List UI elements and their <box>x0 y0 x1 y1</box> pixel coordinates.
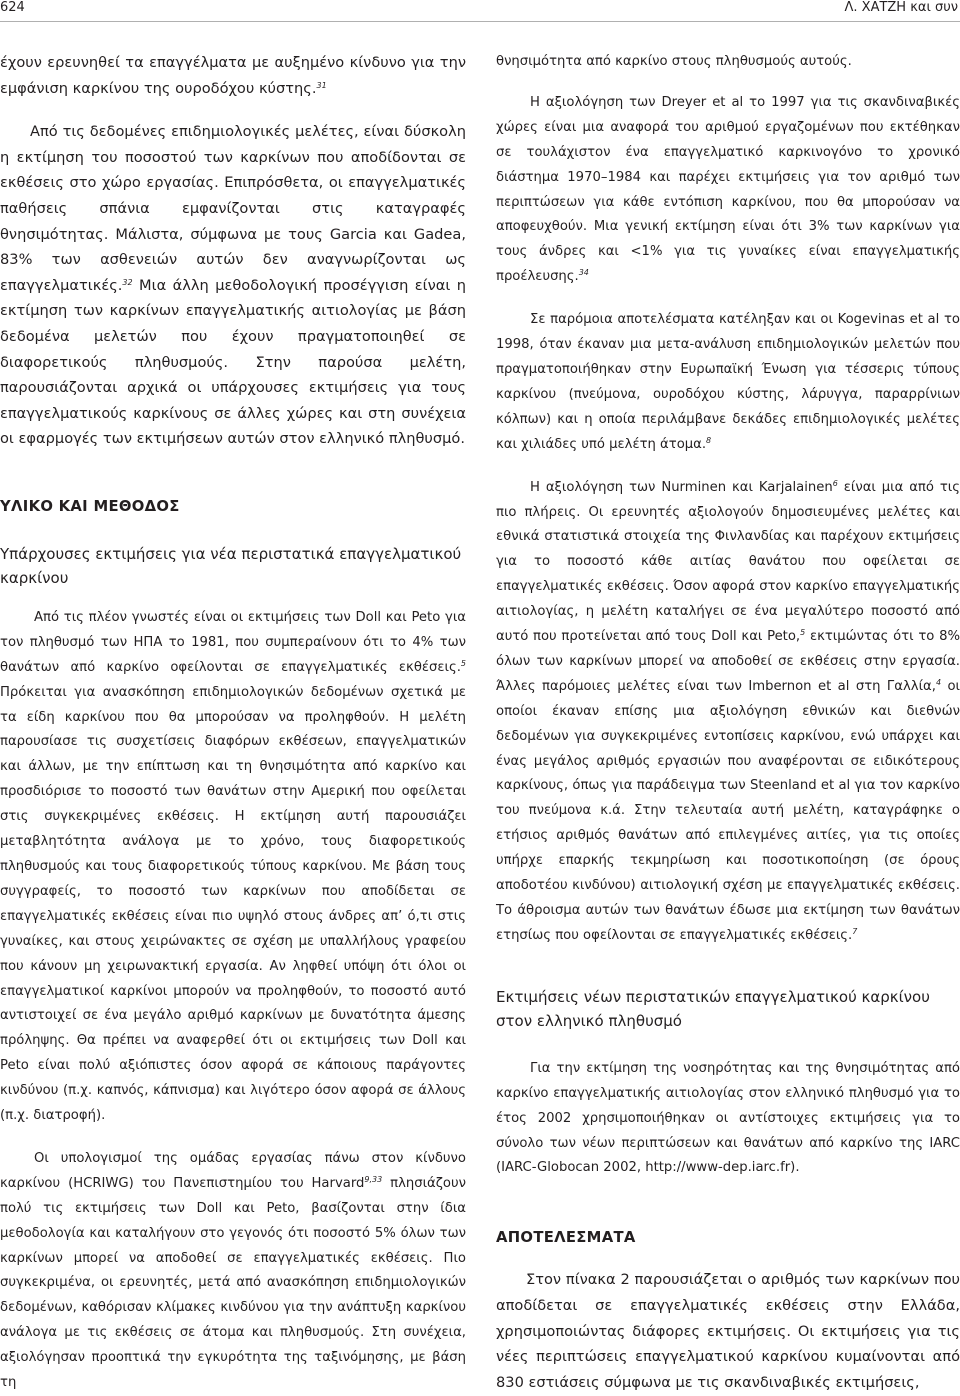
paragraph-estimation-difficulty: Από τις δεδομένες επιδημιολογικές μελέτες, είναι δύσκολη η εκτίμηση του ποσοστού των καρκίνων που αποδίδονται σε εκθέσεις στο χώρο εργασίας. Επιπρόσθετα, οι επαγγελματικές παθήσεις σπάνια εμφανίζονται στις καταγραφές θνησιμότητας. Μάλιστα, σύμφωνα με τους Garcia και Gadea, 83% των ασθενειών αυτών δεν αναγνωρίζονται ως επαγγελματικές.$^{32}$ Μια άλλη μεθοδολογική προσέγγιση είναι η εκτίμηση των καρκίνων επαγγελματικής αιτιολογίας με βάση δεδομένα μελετών που έχουν πραγματοποιηθεί σε διαφορετικούς πληθυσμούς. Στην παρούσα μελέτη, παρουσιάζονται αρχικά οι υπάρχουσες εκτιμήσεις για τους επαγγελματικούς καρκίνους σε άλλες χώρες και στη συνέχεια οι εφαρμογές των εκτιμήσεων αυτών στον ελληνικό πληθυσμό. <box>0 123 466 448</box>
citation-ref: 32 <box>122 277 133 287</box>
page-header <box>0 0 960 22</box>
citation-ref: 7 <box>852 926 858 936</box>
running-head: Λ. ΧΑΤΖΗ και συν <box>844 0 958 15</box>
right-column <box>496 50 960 1395</box>
citation-ref: 5 <box>800 628 806 638</box>
subsection-title-existing-estimates: Υπάρχουσες εκτιμήσεις για νέα περιστατικά επαγγελματικού καρκίνου <box>0 544 462 587</box>
section-title-results: ΑΠΟΤΕΛΕΣΜΑΤΑ <box>496 1229 636 1247</box>
citation-ref: 8 <box>706 435 712 445</box>
citation-ref: 6 <box>832 478 838 488</box>
paragraph-kogevinas: Σε παρόμοια αποτελέσματα κατέληξαν και οι Kogevinas et al το 1998, όταν έκαναν μια μετα-ανάλυση επιδημιολογικών μελετών που πραγματοποιήθηκαν στην Ευρωπαϊκή Ένωση για τέσσερις τύπους καρκίνου (πνεύμονα, ουροδόχου κύστης, λάρυγγα, παραρρίνιων κόλπων) και η οποία περιλάμβανε δεκάδες επιδημιολογικές μελέτες και χιλιάδες υπό μελέτη άτομα.$^8$ <box>496 312 960 452</box>
paragraph-mortality-continuation: θνησιμότητα από καρκίνο στους πληθυσμούς αυτούς. <box>496 54 852 69</box>
paragraph-dreyer: Η αξιολόγηση των Dreyer et al το 1997 για τις σκανδιναβικές χώρες είναι μια αναφορά του αριθμού εργαζομένων που εκτέθηκαν σε τουλάχιστον ένα επαγγελματικό καρκινογόνο το χρονικό διάστημα 1970–1984 και παρέχει εκτιμήσεις για τον αριθμό των περιπτώσεων για κάθε εντόπιση καρκίνου, που θα μπορούσαν να αποφευχθούν. Μια γενική εκτίμηση είναι ότι 3% των καρκίνων για τους άνδρες και <1% για τις γυναίκες είναι επαγγελματικής προέλευσης.$^{34}$ <box>496 94 960 285</box>
citation-ref: 4 <box>935 677 942 687</box>
paragraph-doll-peto: Από τις πλέον γνωστές είναι οι εκτιμήσεις των Doll και Peto για τον πληθυσμό των ΗΠΑ το 1981, που συμπεραίνουν ότι το 4% των θανάτων από καρκίνο οφείλονται σε επαγγελματικές εκθέσεις.$^5$ Πρόκειται για ανασκόπηση επιδημιολογικών δεδομένων σχετικά με τα είδη καρκίνου που θα μπορούσαν να προληφθούν. Η μελέτη παρουσίασε τις συσχετίσεις διαφόρων εκθέσεων, επαγγελματικών και άλλων, με την επίπτωση και τη θνησιμότητα από καρκίνο και προσδιόρισε το ποσοστό των θανάτων στην Αμερική που οφείλεται στις συγκεκριμένες εκθέσεις. Η εκτίμηση αυτή παρουσιάζει μεταβλητότητα ανάλογα με το χρόνο, τους διαφορετικούς πληθυσμούς και τους διαφορετικούς τύπους καρκίνου. Με βάση τους συγγραφείς, το ποσοστό των καρκίνων που αποδίδεται σε επαγγελματικές εκθέσεις είναι πιο υψηλό στους άνδρες απ’ ό,τι στις γυναίκες, και στους χειρώνακτες σε σχέση με υπαλλήλους γραφείου που κάνουν μη χειρωνακτική εργασία. Αν ληφθεί υπόψη ότι όλοι οι επαγγελματικοί καρκίνοι μπορούν να προληφθούν, το ποσοστό αυτό αντιστοιχεί σε ένα μεγάλο αριθμό καρκίνων με δυνατότητα άμεσης πρόληψης. Θα πρέπει να αναφερθεί ότι οι εκτιμήσεις των Doll και Peto είναι πολύ αξιόπιστες όσον αφορά σε κάποιους παράγοντες κινδύνου (π.χ. καπνός, κάπνισμα) και λιγότερο όσον αφορά σε άλλους (π.χ. διατροφή). <box>0 609 466 1124</box>
section-title-methods: ΥΛΙΚΟ ΚΑΙ ΜΕΘΟΔΟΣ <box>0 497 180 515</box>
paragraph-bladder-cancer: έχουν ερευνηθεί τα επαγγέλματα με αυξημένο κίνδυνο για την εμφάνιση καρκίνου της ουροδόχου κύστης.$^{31}$ <box>0 54 466 97</box>
citation-ref: 34 <box>578 268 589 278</box>
paragraph-hcriwg: Οι υπολογισμοί της ομάδας εργασίας πάνω στον κίνδυνο καρκίνου (HCRIWG) του Πανεπιστημίου του Harvard$^{9,33}$ πλησιάζουν πολύ τις εκτιμήσεις των Doll και Peto, βασίζονται στην ίδια μεθοδολογία και καταλήγουν στο γεγονός ότι ποσοστό 5% όλων των καρκίνων μπορεί να αποδοθεί σε επαγγελματικές εκθέσεις. Πιο συγκεκριμένα, οι ερευνητές, μετά από ανασκόπηση επιδημιολογικών δεδομένων, καθόρισαν κλίμακες κινδύνου για την ανάπτυξη καρκίνου ανάλογα με τις εκθέσεις σε άτομα και πληθυσμούς. Στη συνέχεια, αξιολόγησαν προοπτικά την εγκυρότητα της ταξινόμησης, με βάση τη <box>0 1150 466 1391</box>
citation-ref: 31 <box>316 80 327 90</box>
left-column <box>0 50 466 1396</box>
subsection-title-greek-estimates: Εκτιμήσεις νέων περιστατικών επαγγελματικού καρκίνου στον ελληνικό πληθυσμό <box>496 987 930 1030</box>
page-number: 624 <box>0 0 25 15</box>
header-rule <box>0 21 960 22</box>
paragraph-nurminen: Η αξιολόγηση των Nurminen και Karjalainen$^6$ είναι μια από τις πιο πλήρεις. Οι ερευνητές αξιολογούν δημοσιευμένες μελέτες και εθνικά στατιστικά στοιχεία της Φινλανδίας και παρέχουν εκτιμήσεις για το ποσοστό κάθε αιτίας θανάτου που οφείλεται σε επαγγελματικές εκθέσεις. Όσον αφορά στον καρκίνο επαγγελματικής αιτιολογίας, η μελέτη καταλήγει σε ένα μεγαλύτερο ποσοστό από αυτό που προτείνεται από τους Doll και Peto,$^5$ εκτιμώντας ότι το 8% όλων των καρκίνων μπορεί να αποδοθεί σε εκθέσεις στην εργασία. Άλλες παρόμοιες μελέτες είναι των Imbernon et al στη Γαλλία,$^4$ οι οποίοι έκαναν επίσης μια αξιολόγηση εθνικών και διεθνών δεδομένων για συγκεκριμένες εντοπίσεις καρκίνου, ενώ υπάρχει και ένας μεγάλος αριθμός εργασιών που αναφέρονται σε ειδικότερους καρκίνους, όπως για παράδειγμα των Steenland et al για τον καρκίνο του πνεύμονα κ.ά. Στην τελευταία αυτή μελέτη, καταγράφηκε ο ετήσιος αριθμός θανάτων από επιλεγμένες αιτίες, για τις οποίες υπήρχε επαρκής τεκμηρίωση και ποσοτικοποίηση (σε όρους αποδοτέου κινδύνου) αιτιολογική σχέση με επαγγελματικές εκθέσεις. Το άθροισμα αυτών των θανάτων έδωσε μια εκτίμηση των θανάτων ετησίως που οφείλονται σε επαγγελματικές εκθέσεις.$^7$ <box>496 478 960 943</box>
paragraph-table2: Στον πίνακα 2 παρουσιάζεται ο αριθμός των καρκίνων που αποδίδεται σε επαγγελματικές εκθέσεις στην Ελλάδα, χρησιμοποιώντας διάφορες εκτιμήσεις. Οι εκτιμήσεις για τις νέες περιπτώσεις επαγγελματικού καρκίνου κυμαίνονται από 830 εστιάσεις σύμφωνα με τις σκανδιναβικές εκτιμήσεις, <box>496 1271 960 1391</box>
citation-ref: 9,33 <box>364 1174 383 1184</box>
paragraph-iarc: Για την εκτίμηση της νοσηρότητας και της θνησιμότητας από καρκίνο επαγγελματικής αιτιολογίας στον ελληνικό πληθυσμό για το έτος 2002 χρησιμοποιήθηκαν οι αντίστοιχες εκτιμήσεις για το σύνολο των νέων περιπτώσεων και θανάτων από καρκίνο της IARC (IARC-Globocan 2002, http://www-dep.iarc.fr). <box>496 1060 960 1176</box>
citation-ref: 5 <box>460 658 466 668</box>
